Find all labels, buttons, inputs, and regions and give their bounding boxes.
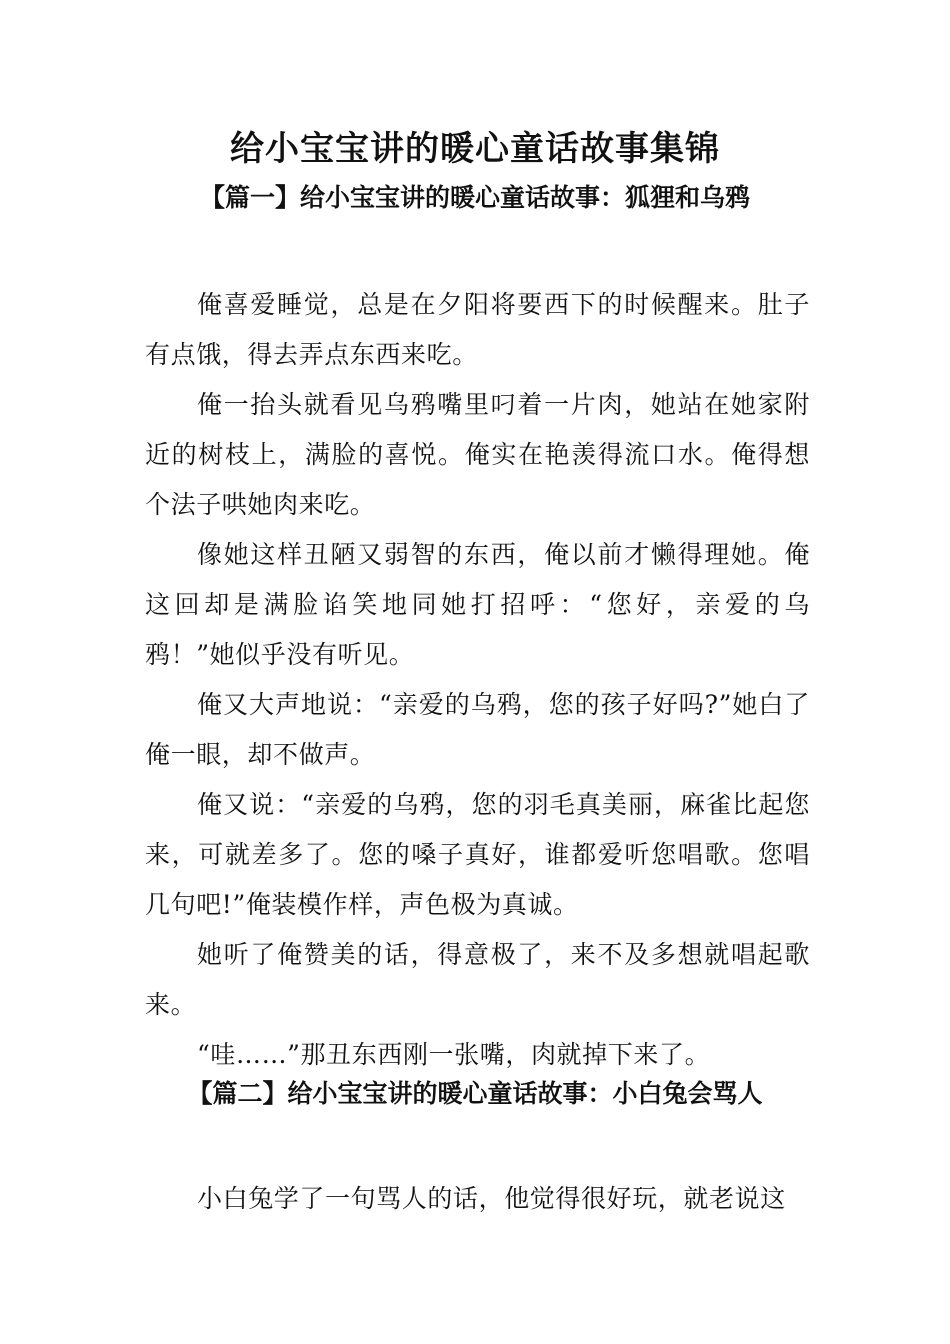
paragraph: “哇……”那丑东西刚一张嘴，肉就掉下来了。 bbox=[197, 1040, 711, 1069]
paragraph: 小白兔学了一句骂人的话，他觉得很好玩，就老说这 bbox=[197, 1184, 786, 1213]
section-heading-1: 【篇一】给小宝宝讲的暖心童话故事：狐狸和乌鸦 bbox=[199, 183, 750, 212]
paragraph: 俺又大声地说：“亲爱的乌鸦，您的孩子好吗?”她白了俺一眼，却不做声。 bbox=[145, 690, 810, 769]
paragraph: 俺又说：“亲爱的乌鸦，您的羽毛真美丽，麻雀比起您来，可就差多了。您的嗓子真好，谁都爱听您唱歌。您唱几句吧!”俺装模作样，声色极为真诚。 bbox=[145, 790, 810, 919]
paragraph: 她听了俺赞美的话，得意极了，来不及多想就唱起歌来。 bbox=[145, 940, 810, 1019]
section-1-body bbox=[145, 280, 810, 1080]
section-2-body bbox=[145, 1174, 810, 1224]
paragraph: 俺喜爱睡觉，总是在夕阳将要西下的时候醒来。肚子有点饿，得去弄点东西来吃。 bbox=[145, 290, 810, 369]
paragraph: 像她这样丑陋又弱智的东西，俺以前才懒得理她。俺这回却是满脸谄笑地同她打招呼：“您好，亲爱的乌鸦！”她似乎没有听见。 bbox=[145, 540, 810, 669]
paragraph: 俺一抬头就看见乌鸦嘴里叼着一片肉，她站在她家附近的树枝上，满脸的喜悦。俺实在艳羡得流口水。俺得想个法子哄她肉来吃。 bbox=[145, 390, 810, 519]
document-title: 给小宝宝讲的暖心童话故事集锦 bbox=[230, 129, 720, 169]
section-heading-2: 【篇二】给小宝宝讲的暖心童话故事：小白兔会骂人 bbox=[187, 1079, 763, 1108]
